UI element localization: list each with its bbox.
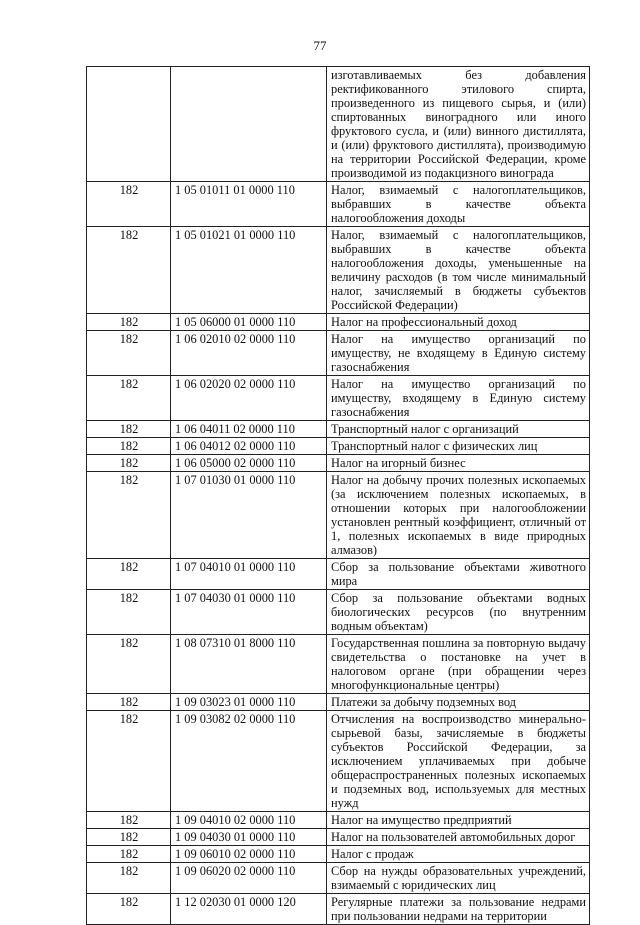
- table-row: [87, 846, 590, 863]
- admin-code-cell: 182: [87, 438, 171, 455]
- table-row: [87, 863, 590, 894]
- admin-code-cell: 182: [87, 472, 171, 559]
- budget-code-cell: 1 06 04011 02 0000 110: [171, 421, 327, 438]
- income-name-cell: Сбор на нужды образовательных учреждений, взимаемый с юридических лиц: [327, 863, 590, 894]
- admin-code-cell: 182: [87, 694, 171, 711]
- budget-code-cell: 1 06 04012 02 0000 110: [171, 438, 327, 455]
- table-row: [87, 559, 590, 590]
- table-row: [87, 376, 590, 421]
- income-name-cell: Сбор за пользование объектами водных биологических ресурсов (по внутренним водным объектам): [327, 590, 590, 635]
- budget-code-cell: 1 09 04010 02 0000 110: [171, 812, 327, 829]
- page-number: 77: [313, 38, 327, 53]
- income-name-cell: Государственная пошлина за повторную выдачу свидетельства о постановке на учет в налоговом органе (при обращении через многофункциональные центры): [327, 635, 590, 694]
- budget-code-cell: 1 09 06010 02 0000 110: [171, 846, 327, 863]
- admin-code-cell: 182: [87, 590, 171, 635]
- admin-code-cell: 182: [87, 829, 171, 846]
- income-name-cell: Налог с продаж: [327, 846, 590, 863]
- income-name-cell: Налог на профессиональный доход: [327, 314, 590, 331]
- table-row: [87, 812, 590, 829]
- table-body: [87, 67, 590, 925]
- table-row: [87, 314, 590, 331]
- table-row: [87, 635, 590, 694]
- income-name-cell: Налог на имущество организаций по имуществу, входящему в Единую систему газоснабжения: [327, 376, 590, 421]
- income-name-cell: Налог, взимаемый с налогоплательщиков, выбравших в качестве объекта налогообложения доходы, уменьшенные на величину расходов (в том числе минимальный налог, зачисляемый в бюджеты субъектов Российской Федерации): [327, 227, 590, 314]
- income-name-cell: Транспортный налог с организаций: [327, 421, 590, 438]
- income-name-cell: Регулярные платежи за пользование недрами при пользовании недрами на территории: [327, 894, 590, 925]
- admin-code-cell: 182: [87, 182, 171, 227]
- table-row: [87, 829, 590, 846]
- budget-code-cell: 1 08 07310 01 8000 110: [171, 635, 327, 694]
- admin-code-cell: 182: [87, 227, 171, 314]
- budget-code-cell: 1 07 01030 01 0000 110: [171, 472, 327, 559]
- admin-code-cell: 182: [87, 812, 171, 829]
- table-row: [87, 472, 590, 559]
- income-name-cell: Транспортный налог с физических лиц: [327, 438, 590, 455]
- admin-code-cell: 182: [87, 846, 171, 863]
- budget-code-cell: 1 06 05000 02 0000 110: [171, 455, 327, 472]
- income-name-cell: Налог на имущество предприятий: [327, 812, 590, 829]
- budget-code-cell: 1 05 01011 01 0000 110: [171, 182, 327, 227]
- budget-code-cell: 1 07 04030 01 0000 110: [171, 590, 327, 635]
- admin-code-cell: 182: [87, 376, 171, 421]
- budget-code-cell: 1 09 03023 01 0000 110: [171, 694, 327, 711]
- budget-code-cell: 1 09 03082 02 0000 110: [171, 711, 327, 812]
- budget-code-cell: 1 09 06020 02 0000 110: [171, 863, 327, 894]
- table-row: [87, 455, 590, 472]
- budget-code-cell: 1 07 04010 01 0000 110: [171, 559, 327, 590]
- admin-code-cell: 182: [87, 711, 171, 812]
- table-row: [87, 182, 590, 227]
- table-row: [87, 694, 590, 711]
- budget-classification-table: [86, 66, 590, 925]
- table-row: [87, 67, 590, 182]
- budget-code-cell: [171, 67, 327, 182]
- table-row: [87, 590, 590, 635]
- budget-code-cell: 1 09 04030 01 0000 110: [171, 829, 327, 846]
- budget-code-cell: 1 05 01021 01 0000 110: [171, 227, 327, 314]
- admin-code-cell: 182: [87, 863, 171, 894]
- income-name-cell: Налог на добычу прочих полезных ископаемых (за исключением полезных ископаемых, в отношении которых при налогообложении установлен рентный коэффициент, отличный от 1, полезных ископаемых в виде природных алмазов): [327, 472, 590, 559]
- income-name-cell: Отчисления на воспроизводство минерально-сырьевой базы, зачисляемые в бюджеты субъектов Российской Федерации, за исключением уплачиваемых при добыче общераспространенных полезных ископаемых и подземных вод, используемых для местных нужд: [327, 711, 590, 812]
- admin-code-cell: [87, 67, 171, 182]
- budget-code-cell: 1 12 02030 01 0000 120: [171, 894, 327, 925]
- table-row: [87, 421, 590, 438]
- admin-code-cell: 182: [87, 455, 171, 472]
- income-name-cell: Налог на игорный бизнес: [327, 455, 590, 472]
- income-name-cell: Сбор за пользование объектами животного мира: [327, 559, 590, 590]
- admin-code-cell: 182: [87, 314, 171, 331]
- table-row: [87, 227, 590, 314]
- income-name-cell: Платежи за добычу подземных вод: [327, 694, 590, 711]
- table-row: [87, 331, 590, 376]
- budget-code-cell: 1 06 02010 02 0000 110: [171, 331, 327, 376]
- admin-code-cell: 182: [87, 894, 171, 925]
- admin-code-cell: 182: [87, 635, 171, 694]
- admin-code-cell: 182: [87, 421, 171, 438]
- table-row: [87, 438, 590, 455]
- income-name-cell: Налог, взимаемый с налогоплательщиков, выбравших в качестве объекта налогообложения доходы: [327, 182, 590, 227]
- income-name-cell: Налог на пользователей автомобильных дорог: [327, 829, 590, 846]
- admin-code-cell: 182: [87, 559, 171, 590]
- income-name-cell: Налог на имущество организаций по имуществу, не входящему в Единую систему газоснабжения: [327, 331, 590, 376]
- budget-code-cell: 1 05 06000 01 0000 110: [171, 314, 327, 331]
- table-row: [87, 711, 590, 812]
- admin-code-cell: 182: [87, 331, 171, 376]
- income-name-cell: изготавливаемых без добавления ректификованного этилового спирта, произведенного из пищевого сырья, и (или) спиртованных виноградного или иного фруктового сусла, и (или) винного дистиллята, и (или) фруктового дистиллята), производимую на территории Российской Федерации, кроме производимой из подакцизного винограда: [327, 67, 590, 182]
- table-row: [87, 894, 590, 925]
- budget-code-cell: 1 06 02020 02 0000 110: [171, 376, 327, 421]
